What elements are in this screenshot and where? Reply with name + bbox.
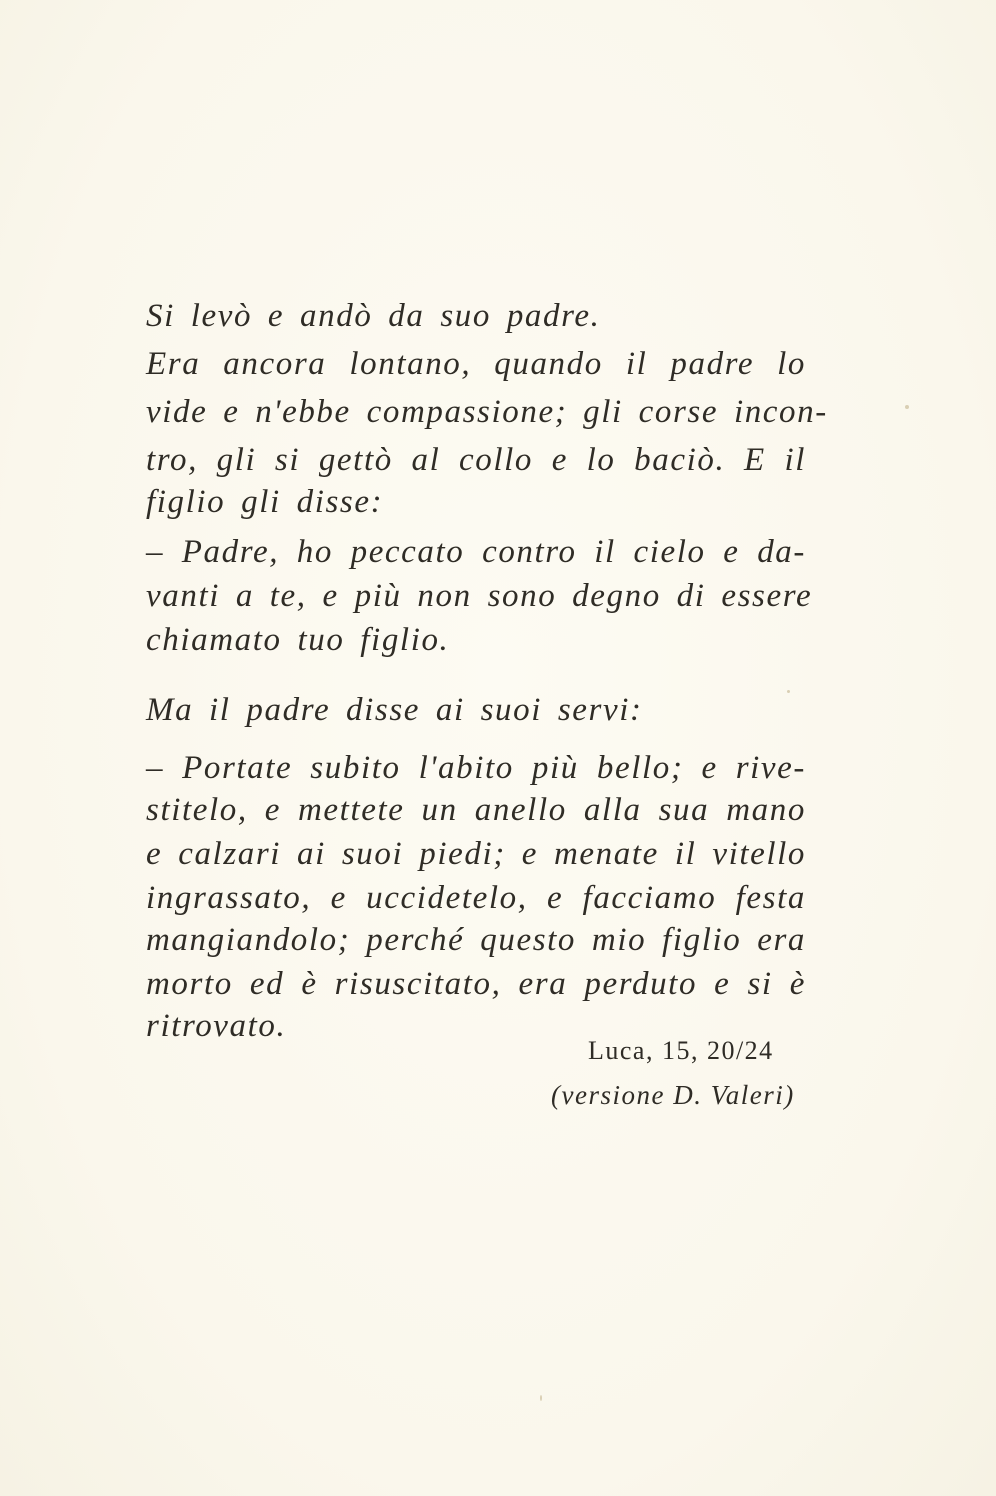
citation-version: (versione D. Valeri) (551, 1080, 795, 1110)
passage-line: vanti a te, e più non sono degno di essere (146, 578, 813, 614)
paper-speck (787, 690, 790, 693)
passage-line: – Padre, ho peccato contro il cielo e da- (146, 534, 806, 570)
paper-speck (540, 1395, 542, 1401)
passage-line: – Portate subito l'abito più bello; e rive- (146, 750, 806, 786)
passage-line: ritrovato. (146, 1008, 287, 1044)
citation-reference: Luca, 15, 20/24 (588, 1036, 774, 1065)
passage-line: e calzari ai suoi piedi; e menate il vitello (146, 836, 806, 872)
passage-line: figlio gli disse: (146, 484, 384, 520)
passage-line: Era ancora lontano, quando il padre lo (146, 346, 806, 382)
passage-line: Ma il padre disse ai suoi servi: (146, 692, 643, 728)
passage-line: chiamato tuo figlio. (146, 622, 450, 658)
passage-line: ingrassato, e uccidetelo, e facciamo festa (146, 880, 806, 916)
passage-line: tro, gli si gettò al collo e lo baciò. E il (146, 442, 806, 478)
passage-line: mangiandolo; perché questo mio figlio era (146, 922, 806, 958)
passage-line: morto ed è risuscitato, era perduto e si è (146, 966, 806, 1002)
paper-speck (905, 405, 909, 409)
passage-line: stitelo, e mettete un anello alla sua mano (146, 792, 806, 828)
passage-line: vide e n'ebbe compassione; gli corse incon- (146, 394, 828, 430)
passage-line: Si levò e andò da suo padre. (146, 298, 601, 334)
